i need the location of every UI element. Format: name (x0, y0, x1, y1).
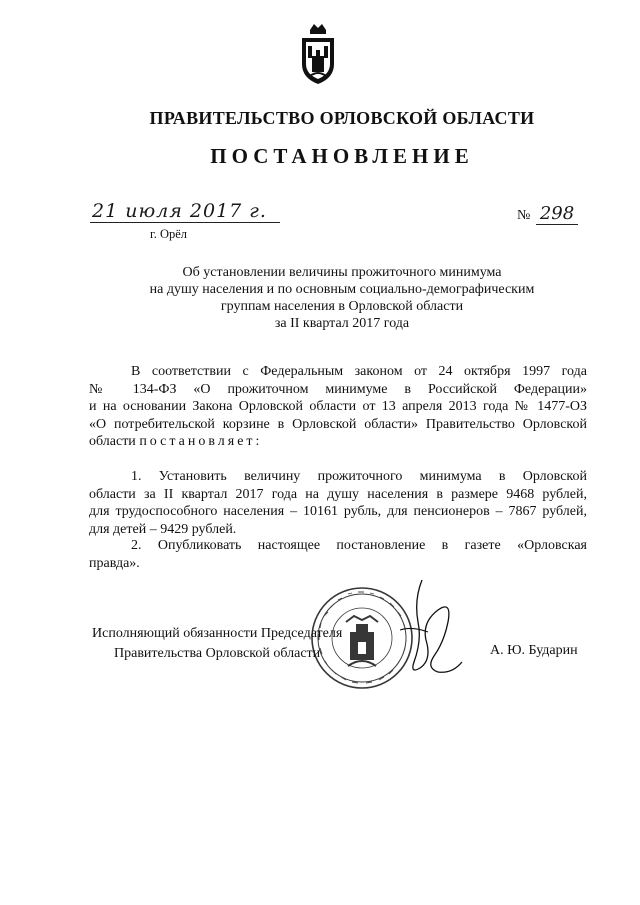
item-1-paragraph (89, 468, 587, 538)
decree-word: постановляет: (139, 434, 263, 449)
text-fragment: области (89, 434, 136, 449)
text-line (89, 433, 587, 451)
subject-line: Об установлении величины прожиточного минимума (182, 265, 502, 280)
document-type-title: ПОСТАНОВЛЕНИЕ (210, 144, 474, 168)
issue-place: г. Орёл (150, 227, 188, 241)
subject-line: на душу населения и по основным социально-демографическим (149, 282, 535, 297)
signer-position-line: Правительства Орловской области (114, 646, 321, 661)
coat-of-arms-icon (298, 20, 338, 86)
text-line: 1. Установить величину прожиточного минимума в Орловской (131, 469, 587, 484)
handwritten-number: 298 (536, 203, 578, 225)
signer-position (92, 624, 342, 664)
subject-line: за II квартал 2017 года (274, 316, 410, 331)
signer-position-line: Исполняющий обязанности Председателя (92, 626, 343, 641)
text-line: и на основании Закона Орловской области от 13 апреля 2013 года № 1477-ОЗ (89, 399, 587, 414)
text-line: № 134-ФЗ «О прожиточном минимуме в Российской Федерации» (89, 381, 587, 397)
document-number (517, 203, 578, 224)
text-line: области за II квартал 2017 года на душу населения в размере 9468 рублей, (89, 486, 587, 502)
text-line: 2. Опубликовать настоящее постановление в газете «Орловская (131, 538, 587, 553)
document-subject (0, 264, 640, 332)
date-underline (90, 222, 280, 223)
government-title: ПРАВИТЕЛЬСТВО ОРЛОВСКОЙ ОБЛАСТИ (149, 108, 535, 128)
preamble-paragraph (89, 363, 587, 451)
number-sign: № (517, 208, 531, 223)
item-2-paragraph (89, 537, 587, 572)
handwritten-date: 21 июля 2017 г. (92, 200, 267, 222)
text-line: для детей – 9429 рублей. (89, 521, 237, 537)
text-line: «О потребительской корзине в Орловской области» Правительство Орловской (89, 416, 587, 432)
text-line: для трудоспособного населения – 10161 рубль, для пенсионеров – 7867 рублей, (89, 504, 587, 519)
text-line: В соответствии с Федеральным законом от 24 октября 1997 года (131, 364, 587, 379)
subject-line: группам населения в Орловской области (220, 299, 464, 314)
handwritten-signature-icon (392, 570, 472, 700)
text-line: правда». (89, 555, 140, 571)
signer-name: А. Ю. Бударин (490, 643, 578, 658)
